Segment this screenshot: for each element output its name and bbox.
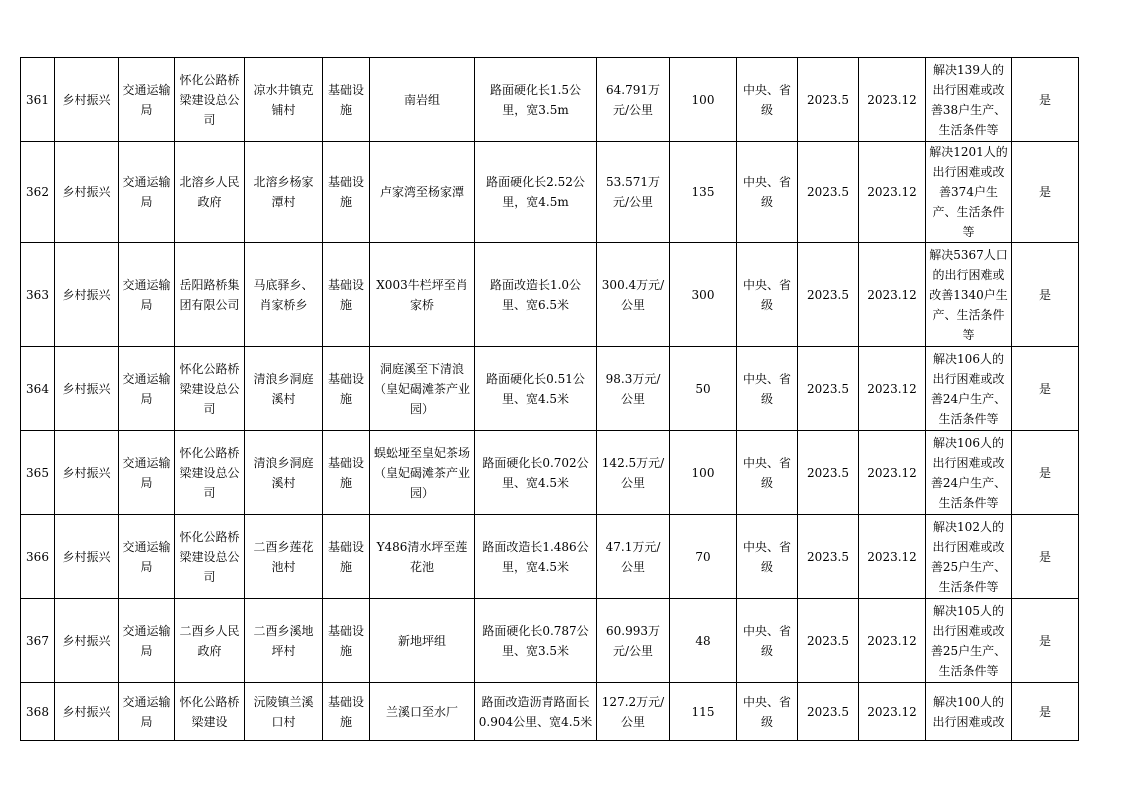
cell-end: 2023.12 [859,58,926,142]
cell-project: X003牛栏坪至肖家桥 [370,243,475,347]
cell-content: 路面硬化长1.5公里，宽3.5m [475,58,597,142]
table-row [21,683,1079,741]
cell-location: 北溶乡杨家潭村 [245,142,323,243]
cell-start: 2023.5 [798,599,859,683]
cell-type: 基础设施 [323,243,370,347]
cell-cost: 300.4万元/公里 [597,243,670,347]
cell-start: 2023.5 [798,431,859,515]
cell-unit: 怀化公路桥梁建设总公司 [175,431,245,515]
cell-benefit: 解决102人的出行困难或改善25户生产、生活条件等 [926,515,1012,599]
cell-dept: 交通运输局 [119,243,175,347]
cell-benefit: 解决100人的出行困难或改 [926,683,1012,741]
cell-fund: 中央、省级 [737,243,798,347]
cell-category: 乡村振兴 [55,599,119,683]
cell-amount: 48 [670,599,737,683]
cell-amount: 100 [670,58,737,142]
cell-project: 洞庭溪至下清浪（皇妃碣滩茶产业园） [370,347,475,431]
cell-benefit: 解决105人的出行困难或改善25户生产、生活条件等 [926,599,1012,683]
cell-flag: 是 [1012,599,1079,683]
cell-no: 363 [21,243,55,347]
cell-content: 路面硬化长0.787公里、宽3.5米 [475,599,597,683]
cell-category: 乡村振兴 [55,431,119,515]
cell-type: 基础设施 [323,683,370,741]
cell-end: 2023.12 [859,515,926,599]
cell-amount: 50 [670,347,737,431]
cell-flag: 是 [1012,683,1079,741]
cell-amount: 70 [670,515,737,599]
cell-no: 364 [21,347,55,431]
cell-unit: 怀化公路桥梁建设总公司 [175,58,245,142]
cell-type: 基础设施 [323,431,370,515]
cell-type: 基础设施 [323,515,370,599]
table-row [21,243,1079,347]
cell-flag: 是 [1012,431,1079,515]
cell-content: 路面硬化长2.52公里，宽4.5m [475,142,597,243]
cell-flag: 是 [1012,243,1079,347]
cell-location: 清浪乡洞庭溪村 [245,431,323,515]
cell-flag: 是 [1012,58,1079,142]
cell-no: 367 [21,599,55,683]
cell-flag: 是 [1012,142,1079,243]
table-row [21,515,1079,599]
cell-cost: 60.993万元/公里 [597,599,670,683]
cell-dept: 交通运输局 [119,142,175,243]
cell-unit: 二酉乡人民政府 [175,599,245,683]
cell-cost: 142.5万元/公里 [597,431,670,515]
cell-unit: 北溶乡人民政府 [175,142,245,243]
cell-end: 2023.12 [859,431,926,515]
cell-amount: 300 [670,243,737,347]
cell-content: 路面硬化长0.702公里、宽4.5米 [475,431,597,515]
cell-location: 凉水井镇克铺村 [245,58,323,142]
cell-category: 乡村振兴 [55,58,119,142]
cell-project: 南岩组 [370,58,475,142]
cell-start: 2023.5 [798,243,859,347]
cell-type: 基础设施 [323,142,370,243]
cell-amount: 115 [670,683,737,741]
cell-fund: 中央、省级 [737,142,798,243]
cell-content: 路面改造沥青路面长0.904公里、宽4.5米 [475,683,597,741]
cell-project: 蜈蚣垭至皇妃茶场（皇妃碣滩茶产业园） [370,431,475,515]
table-row [21,142,1079,243]
cell-benefit: 解决106人的出行困难或改善24户生产、生活条件等 [926,347,1012,431]
cell-category: 乡村振兴 [55,347,119,431]
cell-start: 2023.5 [798,683,859,741]
cell-start: 2023.5 [798,142,859,243]
cell-end: 2023.12 [859,599,926,683]
cell-amount: 135 [670,142,737,243]
cell-benefit: 解决106人的出行困难或改善24户生产、生活条件等 [926,431,1012,515]
cell-cost: 53.571万元/公里 [597,142,670,243]
cell-amount: 100 [670,431,737,515]
cell-cost: 64.791万元/公里 [597,58,670,142]
cell-category: 乡村振兴 [55,683,119,741]
cell-dept: 交通运输局 [119,431,175,515]
cell-no: 368 [21,683,55,741]
cell-fund: 中央、省级 [737,683,798,741]
cell-fund: 中央、省级 [737,515,798,599]
cell-start: 2023.5 [798,515,859,599]
cell-unit: 岳阳路桥集团有限公司 [175,243,245,347]
cell-no: 366 [21,515,55,599]
cell-location: 沅陵镇兰溪口村 [245,683,323,741]
cell-fund: 中央、省级 [737,347,798,431]
cell-benefit: 解决1201人的出行困难或改善374户生产、生活条件等 [926,142,1012,243]
cell-category: 乡村振兴 [55,243,119,347]
cell-fund: 中央、省级 [737,431,798,515]
cell-unit: 怀化公路桥梁建设总公司 [175,347,245,431]
cell-no: 365 [21,431,55,515]
cell-end: 2023.12 [859,347,926,431]
project-table [20,57,1079,741]
cell-benefit: 解决139人的出行困难或改善38户生产、生活条件等 [926,58,1012,142]
cell-no: 361 [21,58,55,142]
cell-cost: 127.2万元/公里 [597,683,670,741]
cell-category: 乡村振兴 [55,515,119,599]
table-row [21,347,1079,431]
table-row [21,58,1079,142]
cell-category: 乡村振兴 [55,142,119,243]
cell-dept: 交通运输局 [119,58,175,142]
cell-content: 路面改造长1.486公里，宽4.5米 [475,515,597,599]
cell-location: 二酉乡溪地坪村 [245,599,323,683]
cell-project: 卢家湾至杨家潭 [370,142,475,243]
cell-cost: 47.1万元/公里 [597,515,670,599]
cell-flag: 是 [1012,515,1079,599]
cell-benefit: 解决5367人口的出行困难或改善1340户生产、生活条件等 [926,243,1012,347]
cell-type: 基础设施 [323,599,370,683]
cell-start: 2023.5 [798,347,859,431]
cell-fund: 中央、省级 [737,58,798,142]
cell-type: 基础设施 [323,58,370,142]
cell-start: 2023.5 [798,58,859,142]
cell-flag: 是 [1012,347,1079,431]
cell-unit: 怀化公路桥梁建设总公司 [175,515,245,599]
cell-location: 二酉乡莲花池村 [245,515,323,599]
cell-fund: 中央、省级 [737,599,798,683]
cell-content: 路面硬化长0.51公里、宽4.5米 [475,347,597,431]
cell-dept: 交通运输局 [119,683,175,741]
cell-end: 2023.12 [859,142,926,243]
cell-dept: 交通运输局 [119,599,175,683]
table-row [21,431,1079,515]
cell-no: 362 [21,142,55,243]
table-row [21,599,1079,683]
cell-location: 清浪乡洞庭溪村 [245,347,323,431]
cell-unit: 怀化公路桥梁建设 [175,683,245,741]
cell-end: 2023.12 [859,683,926,741]
cell-location: 马底驿乡、肖家桥乡 [245,243,323,347]
cell-project: 新地坪组 [370,599,475,683]
cell-cost: 98.3万元/公里 [597,347,670,431]
cell-dept: 交通运输局 [119,347,175,431]
cell-end: 2023.12 [859,243,926,347]
cell-content: 路面改造长1.0公里、宽6.5米 [475,243,597,347]
cell-project: 兰溪口至水厂 [370,683,475,741]
cell-project: Y486清水坪至莲花池 [370,515,475,599]
cell-type: 基础设施 [323,347,370,431]
cell-dept: 交通运输局 [119,515,175,599]
